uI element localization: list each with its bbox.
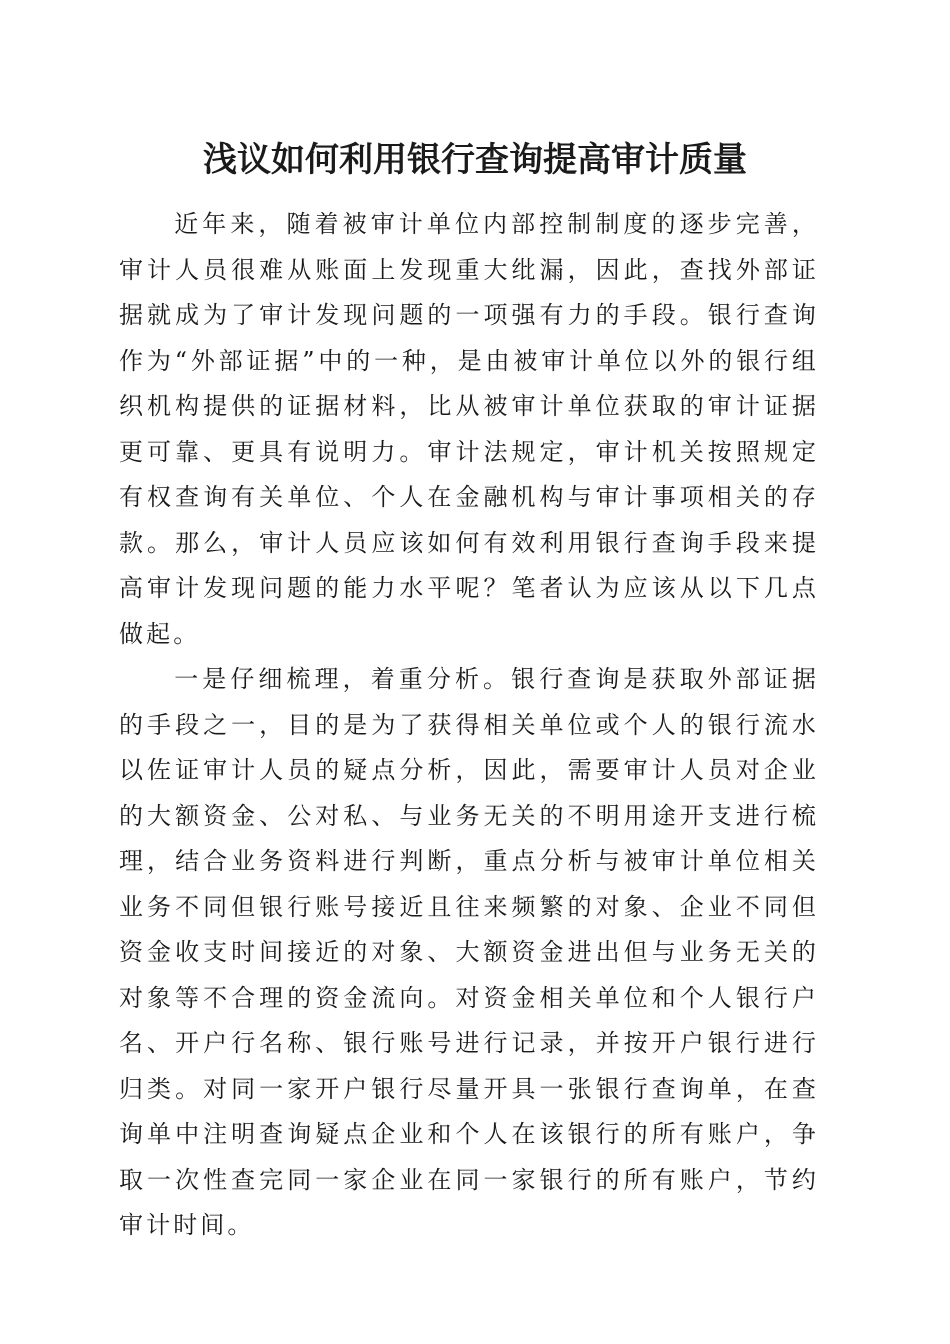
paragraph-intro: 近年来，随着被审计单位内部控制制度的逐步完善，审计人员很难从账面上发现重大纰漏，因此，查找外部证据就成为了审计发现问题的一项强有力的手段。银行查询作为“外部证据”中的一种，是由被审计单位以外的银行组织机构提供的证据材料，比从被审计单位获取的审计证据更可靠、更具有说明力。审计法规定，审计机关按照规定有权查询有关单位、个人在金融机构与审计事项相关的存款。那么，审计人员应该如何有效利用银行查询手段来提高审计发现问题的能力水平呢？笔者认为应该从以下几点做起。: [119, 210, 819, 648]
paragraph-point-one: 一是仔细梳理，着重分析。银行查询是获取外部证据的手段之一，目的是为了获得相关单位或个人的银行流水以佐证审计人员的疑点分析，因此，需要审计人员对企业的大额资金、公对私、与业务无关的不明用途开支进行梳理，结合业务资料进行判断，重点分析与被审计单位相关业务不同但银行账号接近且往来频繁的对象、企业不同但资金收支时间接近的对象、大额资金进出但与业务无关的对象等不合理的资金流向。对资金相关单位和个人银行户名、开户行名称、银行账号进行记录，并按开户银行进行归类。对同一家开户银行尽量开具一张银行查询单，在查询单中注明查询疑点企业和个人在该银行的所有账户，争取一次性查完同一家企业在同一家银行的所有账户，节约审计时间。: [119, 665, 819, 1239]
document-body: [119, 202, 819, 1249]
document-title: 浅议如何利用银行查询提高审计质量: [203, 140, 747, 180]
